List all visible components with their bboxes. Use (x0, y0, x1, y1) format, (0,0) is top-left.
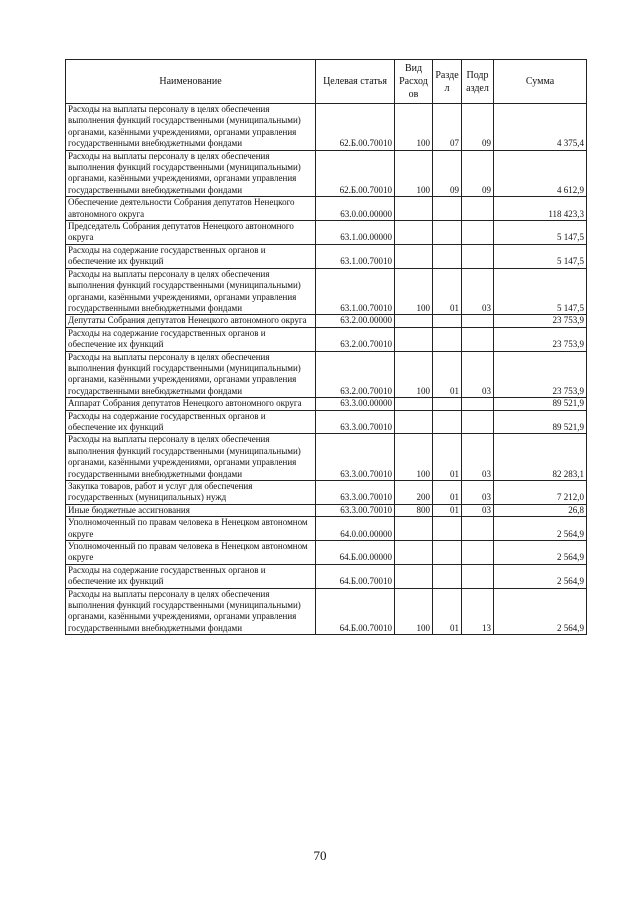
cell-name: Расходы на содержание государственных органов и обеспечение их функций (66, 564, 316, 588)
header-target-article: Целевая статья (316, 60, 395, 104)
table-row (66, 327, 587, 351)
table-row (66, 221, 587, 245)
cell-expense-type: 100 (395, 104, 433, 151)
cell-expense-type (395, 541, 433, 565)
cell-section: 01 (433, 588, 462, 635)
cell-name: Депутаты Собрания депутатов Ненецкого автономного округа (66, 315, 316, 327)
cell-name: Расходы на содержание государственных органов и обеспечение их функций (66, 410, 316, 434)
cell-expense-type: 100 (395, 434, 433, 481)
table-row (66, 481, 587, 505)
cell-section: 09 (433, 150, 462, 197)
cell-section: 01 (433, 268, 462, 315)
cell-subsection (462, 315, 494, 327)
table-header-row (66, 60, 587, 104)
cell-target-article: 62.Б.00.70010 (316, 104, 395, 151)
cell-target-article: 64.Б.00.70010 (316, 588, 395, 635)
cell-section (433, 244, 462, 268)
cell-section: 07 (433, 104, 462, 151)
cell-name: Расходы на выплаты персоналу в целях обеспечения выполнения функций государственными (муниципальными) органами, казёнными учреждениями, органами управления государственными внебюджетными фондами (66, 434, 316, 481)
cell-target-article: 63.1.00.70010 (316, 268, 395, 315)
cell-subsection: 03 (462, 504, 494, 516)
cell-expense-type (395, 398, 433, 410)
cell-expense-type (395, 221, 433, 245)
cell-sum: 2 564,9 (494, 564, 587, 588)
cell-target-article: 63.3.00.00000 (316, 398, 395, 410)
cell-expense-type (395, 564, 433, 588)
cell-section: 01 (433, 481, 462, 505)
cell-sum: 118 423,3 (494, 197, 587, 221)
cell-sum: 23 753,9 (494, 327, 587, 351)
cell-target-article: 63.2.00.70010 (316, 327, 395, 351)
cell-name: Уполномоченный по правам человека в Ненецком автономном округе (66, 541, 316, 565)
table-row (66, 351, 587, 398)
cell-section (433, 221, 462, 245)
cell-sum: 5 147,5 (494, 268, 587, 315)
header-expense-type: Вид Расход ов (395, 60, 433, 104)
cell-section (433, 541, 462, 565)
cell-target-article: 64.0.00.00000 (316, 517, 395, 541)
cell-subsection (462, 244, 494, 268)
header-subsection: Подр аздел (462, 60, 494, 104)
cell-name: Обеспечение деятельности Собрания депутатов Ненецкого автономного округа (66, 197, 316, 221)
cell-subsection: 09 (462, 104, 494, 151)
cell-sum: 4 612,9 (494, 150, 587, 197)
cell-sum: 89 521,9 (494, 410, 587, 434)
cell-target-article: 63.2.00.70010 (316, 351, 395, 398)
table-row (66, 588, 587, 635)
cell-subsection: 03 (462, 268, 494, 315)
table-row (66, 197, 587, 221)
cell-target-article: 62.Б.00.70010 (316, 150, 395, 197)
cell-name: Аппарат Собрания депутатов Ненецкого автономного округа (66, 398, 316, 410)
cell-target-article: 63.3.00.70010 (316, 481, 395, 505)
cell-name: Председатель Собрания депутатов Ненецкого автономного округа (66, 221, 316, 245)
table-body (66, 104, 587, 635)
cell-expense-type: 100 (395, 351, 433, 398)
table-row (66, 244, 587, 268)
cell-sum: 82 283,1 (494, 434, 587, 481)
table-row (66, 398, 587, 410)
cell-sum: 2 564,9 (494, 541, 587, 565)
cell-expense-type: 100 (395, 588, 433, 635)
cell-expense-type: 100 (395, 268, 433, 315)
cell-section (433, 398, 462, 410)
cell-name: Расходы на выплаты персоналу в целях обеспечения выполнения функций государственными (муниципальными) органами, казёнными учреждениями, органами управления государственными внебюджетными фондами (66, 104, 316, 151)
cell-subsection (462, 327, 494, 351)
table-row (66, 434, 587, 481)
cell-target-article: 63.2.00.00000 (316, 315, 395, 327)
cell-expense-type (395, 517, 433, 541)
cell-section (433, 517, 462, 541)
cell-subsection: 03 (462, 434, 494, 481)
cell-sum: 89 521,9 (494, 398, 587, 410)
cell-expense-type (395, 315, 433, 327)
cell-name: Уполномоченный по правам человека в Ненецком автономном округе (66, 517, 316, 541)
cell-name: Расходы на выплаты персоналу в целях обеспечения выполнения функций государственными (муниципальными) органами, казёнными учреждениями, органами управления государственными внебюджетными фондами (66, 268, 316, 315)
cell-sum: 2 564,9 (494, 588, 587, 635)
cell-sum: 7 212,0 (494, 481, 587, 505)
cell-section: 01 (433, 434, 462, 481)
cell-expense-type: 800 (395, 504, 433, 516)
header-sum: Сумма (494, 60, 587, 104)
cell-subsection (462, 221, 494, 245)
cell-sum: 23 753,9 (494, 351, 587, 398)
cell-target-article: 63.1.00.00000 (316, 221, 395, 245)
table-row (66, 268, 587, 315)
table-row (66, 150, 587, 197)
cell-sum: 5 147,5 (494, 244, 587, 268)
cell-name: Расходы на содержание государственных органов и обеспечение их функций (66, 327, 316, 351)
cell-target-article: 63.1.00.70010 (316, 244, 395, 268)
cell-expense-type: 100 (395, 150, 433, 197)
cell-target-article: 64.Б.00.00000 (316, 541, 395, 565)
table-row (66, 104, 587, 151)
cell-section (433, 564, 462, 588)
cell-section (433, 410, 462, 434)
cell-section (433, 315, 462, 327)
table-row (66, 517, 587, 541)
cell-subsection: 13 (462, 588, 494, 635)
cell-sum: 4 375,4 (494, 104, 587, 151)
cell-subsection (462, 517, 494, 541)
cell-subsection (462, 541, 494, 565)
cell-section (433, 197, 462, 221)
cell-subsection (462, 410, 494, 434)
cell-sum: 26,8 (494, 504, 587, 516)
cell-section: 01 (433, 351, 462, 398)
table-row (66, 315, 587, 327)
cell-target-article: 63.3.00.70010 (316, 434, 395, 481)
cell-subsection (462, 564, 494, 588)
table-row (66, 564, 587, 588)
cell-name: Иные бюджетные ассигнования (66, 504, 316, 516)
page-number: 70 (313, 848, 327, 863)
cell-expense-type (395, 327, 433, 351)
cell-target-article: 63.3.00.70010 (316, 504, 395, 516)
cell-name: Расходы на содержание государственных органов и обеспечение их функций (66, 244, 316, 268)
cell-subsection (462, 197, 494, 221)
cell-subsection: 03 (462, 351, 494, 398)
cell-section: 01 (433, 504, 462, 516)
cell-target-article: 64.Б.00.70010 (316, 564, 395, 588)
cell-subsection: 09 (462, 150, 494, 197)
cell-expense-type (395, 197, 433, 221)
table-row (66, 541, 587, 565)
cell-name: Расходы на выплаты персоналу в целях обеспечения выполнения функций государственными (муниципальными) органами, казёнными учреждениями, органами управления государственными внебюджетными фондами (66, 150, 316, 197)
cell-target-article: 63.0.00.00000 (316, 197, 395, 221)
budget-table (65, 59, 587, 635)
cell-target-article: 63.3.00.70010 (316, 410, 395, 434)
cell-sum: 2 564,9 (494, 517, 587, 541)
cell-expense-type (395, 244, 433, 268)
cell-section (433, 327, 462, 351)
cell-sum: 23 753,9 (494, 315, 587, 327)
cell-name: Закупка товаров, работ и услуг для обеспечения государственных (муниципальных) нужд (66, 481, 316, 505)
cell-sum: 5 147,5 (494, 221, 587, 245)
cell-subsection: 03 (462, 481, 494, 505)
cell-subsection (462, 398, 494, 410)
cell-name: Расходы на выплаты персоналу в целях обеспечения выполнения функций государственными (муниципальными) органами, казёнными учреждениями, органами управления государственными внебюджетными фондами (66, 351, 316, 398)
header-section: Разде л (433, 60, 462, 104)
cell-expense-type (395, 410, 433, 434)
table-row (66, 504, 587, 516)
table-row (66, 410, 587, 434)
cell-expense-type: 200 (395, 481, 433, 505)
cell-name: Расходы на выплаты персоналу в целях обеспечения выполнения функций государственными (муниципальными) органами, казёнными учреждениями, органами управления государственными внебюджетными фондами (66, 588, 316, 635)
header-name: Наименование (66, 60, 316, 104)
